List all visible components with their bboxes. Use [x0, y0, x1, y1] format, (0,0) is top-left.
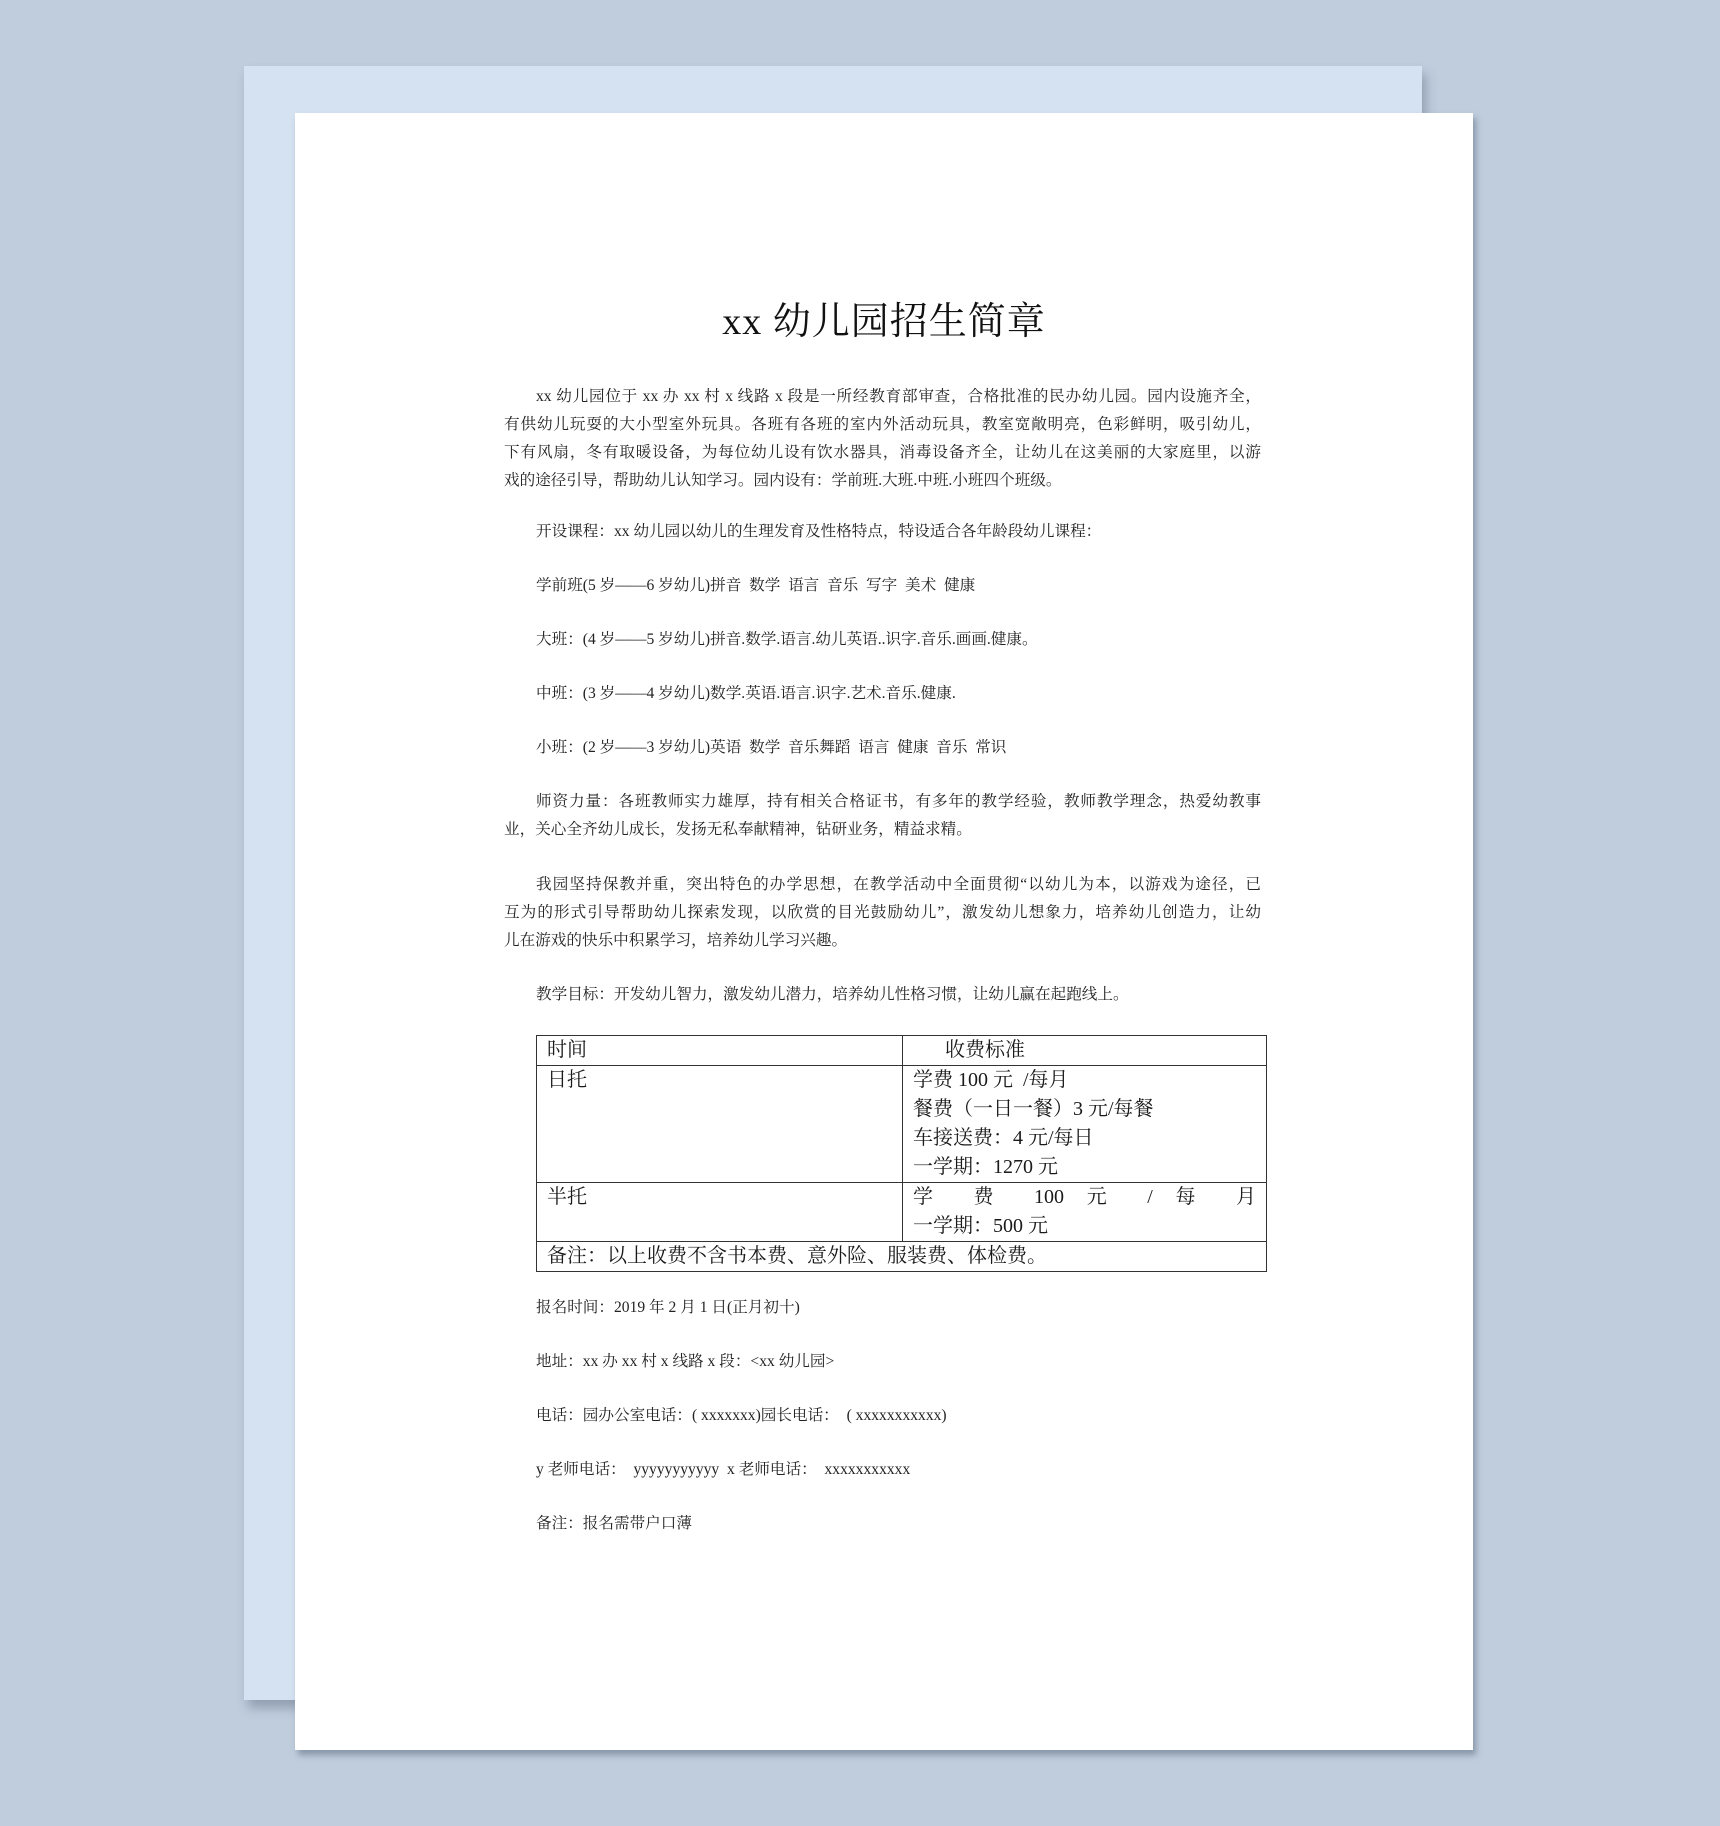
- courses-section: [504, 518, 1261, 546]
- fee-row-details: [903, 1183, 1267, 1242]
- fee-row-daycare: [537, 1066, 1267, 1183]
- class-preschool: 学前班(5 岁——6 岁幼儿)拼音 数学 语言 音乐 写字 美术 健康: [536, 577, 976, 594]
- fee-line: 学 费 100 元 / 每 月: [913, 1186, 1256, 1208]
- fee-table-header: [537, 1036, 1267, 1066]
- intro-line: 有供幼儿玩耍的大小型室外玩具。各班有各班的室内外活动玩具，教室宽敞明亮，色彩鲜明，吸引幼儿，: [504, 416, 1261, 433]
- fee-line: 学费 100 元 /每月: [913, 1069, 1069, 1091]
- fee-line: 一学期：500 元: [913, 1215, 1048, 1237]
- remark: 备注：报名需带户口薄: [536, 1515, 692, 1532]
- intro-paragraph: [504, 383, 1261, 495]
- page-title: xx 幼儿园招生简章: [722, 301, 1046, 343]
- philosophy-paragraph: [504, 871, 1261, 955]
- goal-paragraph: [504, 981, 1261, 1009]
- philosophy-line: 我园坚持保教并重，突出特色的办学思想，在教学活动中全面贯彻“以幼儿为本，以游戏为途径，已: [536, 876, 1261, 893]
- fee-line: 车接送费：4 元/每日: [913, 1127, 1094, 1149]
- goal-line: 教学目标：开发幼儿智力，激发幼儿潜力，培养幼儿性格习惯，让幼儿赢在起跑线上。: [536, 986, 1129, 1003]
- fee-table-note-row: [537, 1242, 1267, 1272]
- intro-line: xx 幼儿园位于 xx 办 xx 村 x 线路 x 段是一所经教育部审查，合格批准的民办幼儿园。园内设施齐全，: [536, 388, 1261, 405]
- address: 地址：xx 办 xx 村 x 线路 x 段：<xx 幼儿园>: [536, 1353, 835, 1370]
- class-item: [504, 626, 1261, 654]
- document-page: [295, 113, 1473, 1750]
- phone-info: 电话：园办公室电话：( xxxxxxx)园长电话： ( xxxxxxxxxxx): [536, 1407, 947, 1424]
- fee-row-type: 日托: [537, 1066, 903, 1183]
- philosophy-line: 儿在游戏的快乐中积累学习，培养幼儿学习兴趣。: [504, 932, 848, 949]
- class-middle: 中班：(3 岁——4 岁幼儿)数学.英语.语言.识字.艺术.音乐.健康.: [536, 685, 956, 702]
- fee-line: 餐费（一日一餐）3 元/每餐: [913, 1098, 1154, 1120]
- intro-line: 戏的途径引导，帮助幼儿认知学习。园内设有：学前班.大班.中班.小班四个班级。: [504, 472, 1062, 489]
- class-item: [504, 572, 1261, 600]
- teachers-paragraph: [504, 788, 1261, 844]
- fee-table: [536, 1035, 1267, 1272]
- registration-time: 报名时间：2019 年 2 月 1 日(正月初十): [536, 1299, 800, 1316]
- fee-table-note: 备注：以上收费不含书本费、意外险、服装费、体检费。: [537, 1242, 1267, 1272]
- class-junior: 小班：(2 岁——3 岁幼儿)英语 数学 音乐舞蹈 语言 健康 音乐 常识: [536, 739, 1007, 756]
- intro-line: 下有风扇，冬有取暖设备，为每位幼儿设有饮水器具，消毒设备齐全，让幼儿在这美丽的大家庭里，以游: [504, 444, 1261, 461]
- philosophy-line: 互为的形式引导帮助幼儿探索发现，以欣赏的目光鼓励幼儿”，激发幼儿想象力，培养幼儿创造力，让幼: [504, 904, 1261, 921]
- fee-row-details: [903, 1066, 1267, 1183]
- fee-row-halfday: [537, 1183, 1267, 1242]
- fee-row-type: 半托: [537, 1183, 903, 1242]
- fee-line: 一学期：1270 元: [913, 1156, 1058, 1178]
- class-item: [504, 680, 1261, 708]
- teacher-phones: y 老师电话： yyyyyyyyyyy x 老师电话： xxxxxxxxxxx: [536, 1461, 911, 1478]
- teachers-line: 师资力量：各班教师实力雄厚，持有相关合格证书，有多年的教学经验，教师教学理念，热爱幼教事: [536, 793, 1261, 810]
- header-time: 时间: [537, 1036, 903, 1066]
- class-item: [504, 734, 1261, 762]
- courses-intro: 开设课程：xx 幼儿园以幼儿的生理发育及性格特点，特设适合各年龄段幼儿课程：: [536, 523, 1102, 540]
- teachers-line: 业，关心全齐幼儿成长，发扬无私奉献精神，钻研业务，精益求精。: [504, 821, 972, 838]
- class-senior: 大班：(4 岁——5 岁幼儿)拼音.数学.语言.幼儿英语..识字.音乐.画画.健康。: [536, 631, 1038, 648]
- header-fee-standard: 收费标准: [903, 1036, 1267, 1066]
